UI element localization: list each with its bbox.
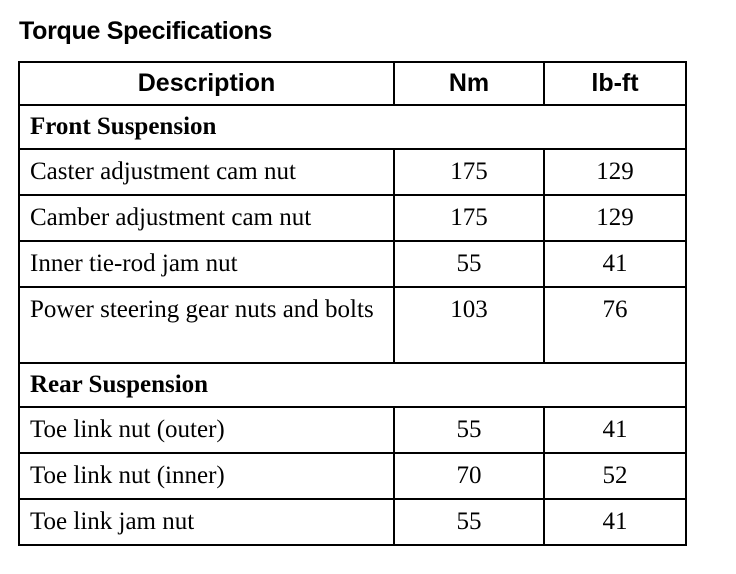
row-lbft-value: 41 [544, 241, 686, 287]
row-lbft-value: 76 [544, 287, 686, 363]
table-row [19, 499, 686, 545]
table-header-row [19, 62, 686, 105]
row-lbft-value: 41 [544, 499, 686, 545]
row-nm-value: 55 [394, 241, 544, 287]
table-row [19, 241, 686, 287]
table-row [19, 195, 686, 241]
row-lbft-value: 41 [544, 407, 686, 453]
row-nm-value: 70 [394, 453, 544, 499]
section-row-rear-suspension [19, 363, 686, 407]
row-description: Toe link nut (outer) [19, 407, 394, 453]
section-row-front-suspension [19, 105, 686, 149]
table-row [19, 407, 686, 453]
row-lbft-value: 52 [544, 453, 686, 499]
row-description: Inner tie-rod jam nut [19, 241, 394, 287]
row-description: Toe link nut (inner) [19, 453, 394, 499]
row-nm-value: 55 [394, 499, 544, 545]
section-heading: Rear Suspension [19, 363, 686, 407]
torque-spec-table [18, 61, 687, 546]
row-nm-value: 175 [394, 149, 544, 195]
row-description: Caster adjustment cam nut [19, 149, 394, 195]
row-lbft-value: 129 [544, 149, 686, 195]
column-header-nm: Nm [394, 62, 544, 105]
row-description: Camber adjustment cam nut [19, 195, 394, 241]
row-description: Power steering gear nuts and bolts [19, 287, 394, 363]
table-row [19, 149, 686, 195]
section-heading: Front Suspension [19, 105, 686, 149]
table-row [19, 287, 686, 363]
row-description: Toe link jam nut [19, 499, 394, 545]
column-header-description: Description [19, 62, 394, 105]
row-nm-value: 175 [394, 195, 544, 241]
row-nm-value: 103 [394, 287, 544, 363]
column-header-lbft: lb-ft [544, 62, 686, 105]
row-nm-value: 55 [394, 407, 544, 453]
row-lbft-value: 129 [544, 195, 686, 241]
table-row [19, 453, 686, 499]
page-title: Torque Specifications [19, 17, 273, 45]
